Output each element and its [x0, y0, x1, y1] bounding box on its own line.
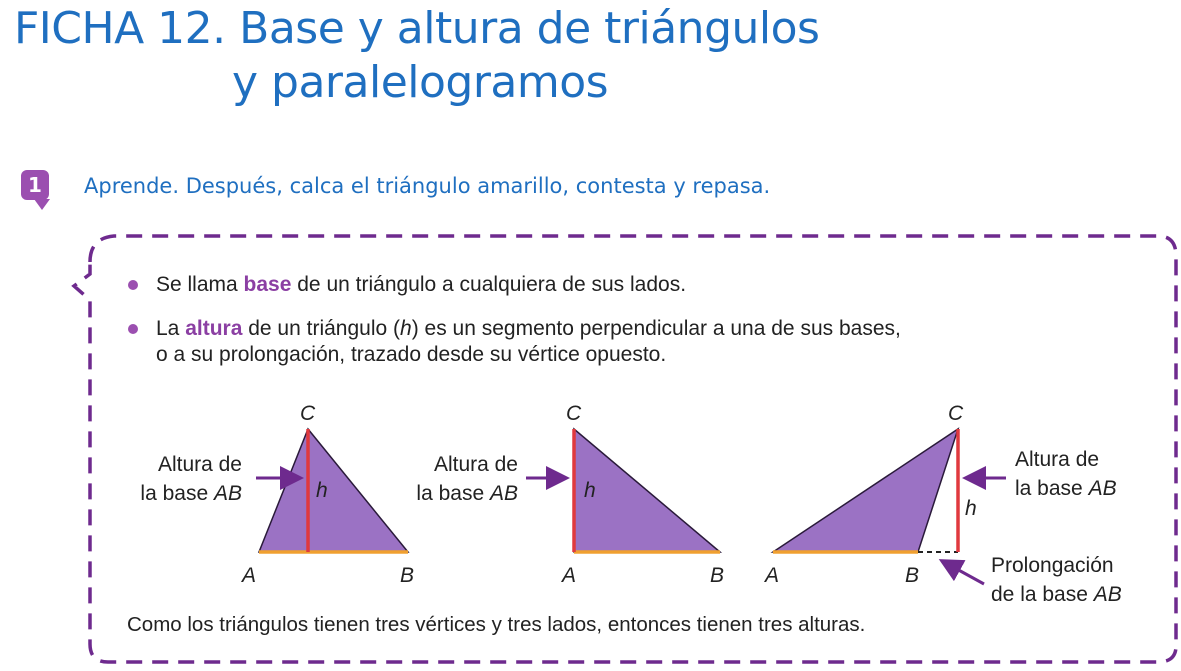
exercise-instruction: Aprende. Después, calca el triángulo amarillo, contesta y repasa. — [84, 174, 771, 198]
triangle-2-label-a: A — [562, 564, 577, 587]
triangle-1-altura-line1: Altura de — [157, 453, 242, 476]
definition-base-suffix: de un triángulo a cualquiera de sus lados. — [291, 273, 687, 296]
triangle-3-label-h: h — [965, 497, 977, 520]
bullet-dot — [128, 280, 138, 290]
svg-text:la base AB — [140, 482, 242, 505]
triangle-3-base-prefix: la base — [1015, 477, 1089, 500]
triangle-1-label-a: A — [242, 564, 257, 587]
definition-base — [128, 272, 686, 298]
term-altura: altura — [185, 317, 243, 340]
triangle-2-label-c: C — [566, 402, 582, 425]
svg-text:Prolongación — [991, 554, 1114, 577]
definition-altura — [128, 316, 901, 368]
triangle-1-label-c: C — [300, 402, 316, 425]
triangle-1-base-ab: AB — [213, 482, 242, 505]
svg-text:Altura de — [1015, 448, 1099, 471]
prolongation-ab: AB — [1093, 583, 1122, 606]
prolongation-line1: Prolongación — [991, 554, 1114, 577]
bullet-dot — [128, 324, 138, 334]
triangle-2-altura-line1: Altura de — [433, 453, 518, 476]
triangle-1-base-prefix: la base — [140, 482, 214, 505]
conclusion-text: Como los triángulos tienen tres vértices y tres lados, entonces tienen tres alturas. — [127, 613, 866, 636]
prolongation-arrow — [944, 562, 984, 584]
triangle-2-base-prefix: la base — [416, 482, 490, 505]
svg-text:la base AB — [416, 482, 518, 505]
triangle-2 — [416, 402, 724, 587]
svg-text:Altura de — [434, 453, 518, 476]
triangle-2-label-h: h — [584, 479, 596, 502]
triangle-3 — [763, 402, 1122, 606]
definition-base-text — [128, 272, 686, 298]
triangle-2-label-b: B — [710, 564, 725, 587]
triangle-3-base-ab: AB — [1088, 477, 1117, 500]
triangle-3-label-c: C — [948, 402, 964, 425]
term-base: base — [243, 273, 292, 296]
definition-altura-line2: o a su prolongación, trazado desde su vértice opuesto. — [156, 343, 667, 366]
triangle-2-shape — [574, 429, 720, 552]
definition-altura-middle1: de un triángulo ( — [242, 317, 400, 340]
definition-altura-h: h — [400, 317, 412, 340]
triangle-1-shape — [259, 429, 408, 552]
triangle-2-base-ab: AB — [489, 482, 518, 505]
triangle-1-label-b: B — [400, 564, 415, 587]
svg-text:de la base AB — [991, 583, 1122, 606]
prolongation-prefix: de la base — [991, 583, 1094, 606]
triangle-3-altura-line1: Altura de — [1015, 448, 1100, 471]
definition-base-prefix: Se llama — [156, 273, 244, 296]
definition-altura-prefix: La — [156, 317, 186, 340]
triangle-1-label-h: h — [316, 479, 328, 502]
triangle-1-altura-label — [158, 453, 242, 476]
triangle-3-shape — [773, 429, 958, 552]
svg-text:la base AB — [1015, 477, 1117, 500]
triangle-3-label-a: A — [765, 564, 780, 587]
exercise-number-badge: 1 — [21, 170, 49, 200]
definition-altura-text — [128, 316, 901, 368]
triangle-1 — [140, 402, 414, 587]
title-line-2: y paralelogramos — [232, 57, 609, 108]
triangle-3-label-b: B — [905, 564, 920, 587]
definition-altura-middle2: ) es un segmento perpendicular a una de sus bases, — [411, 317, 901, 340]
title-line-1: FICHA 12. Base y altura de triángulos — [14, 3, 820, 54]
